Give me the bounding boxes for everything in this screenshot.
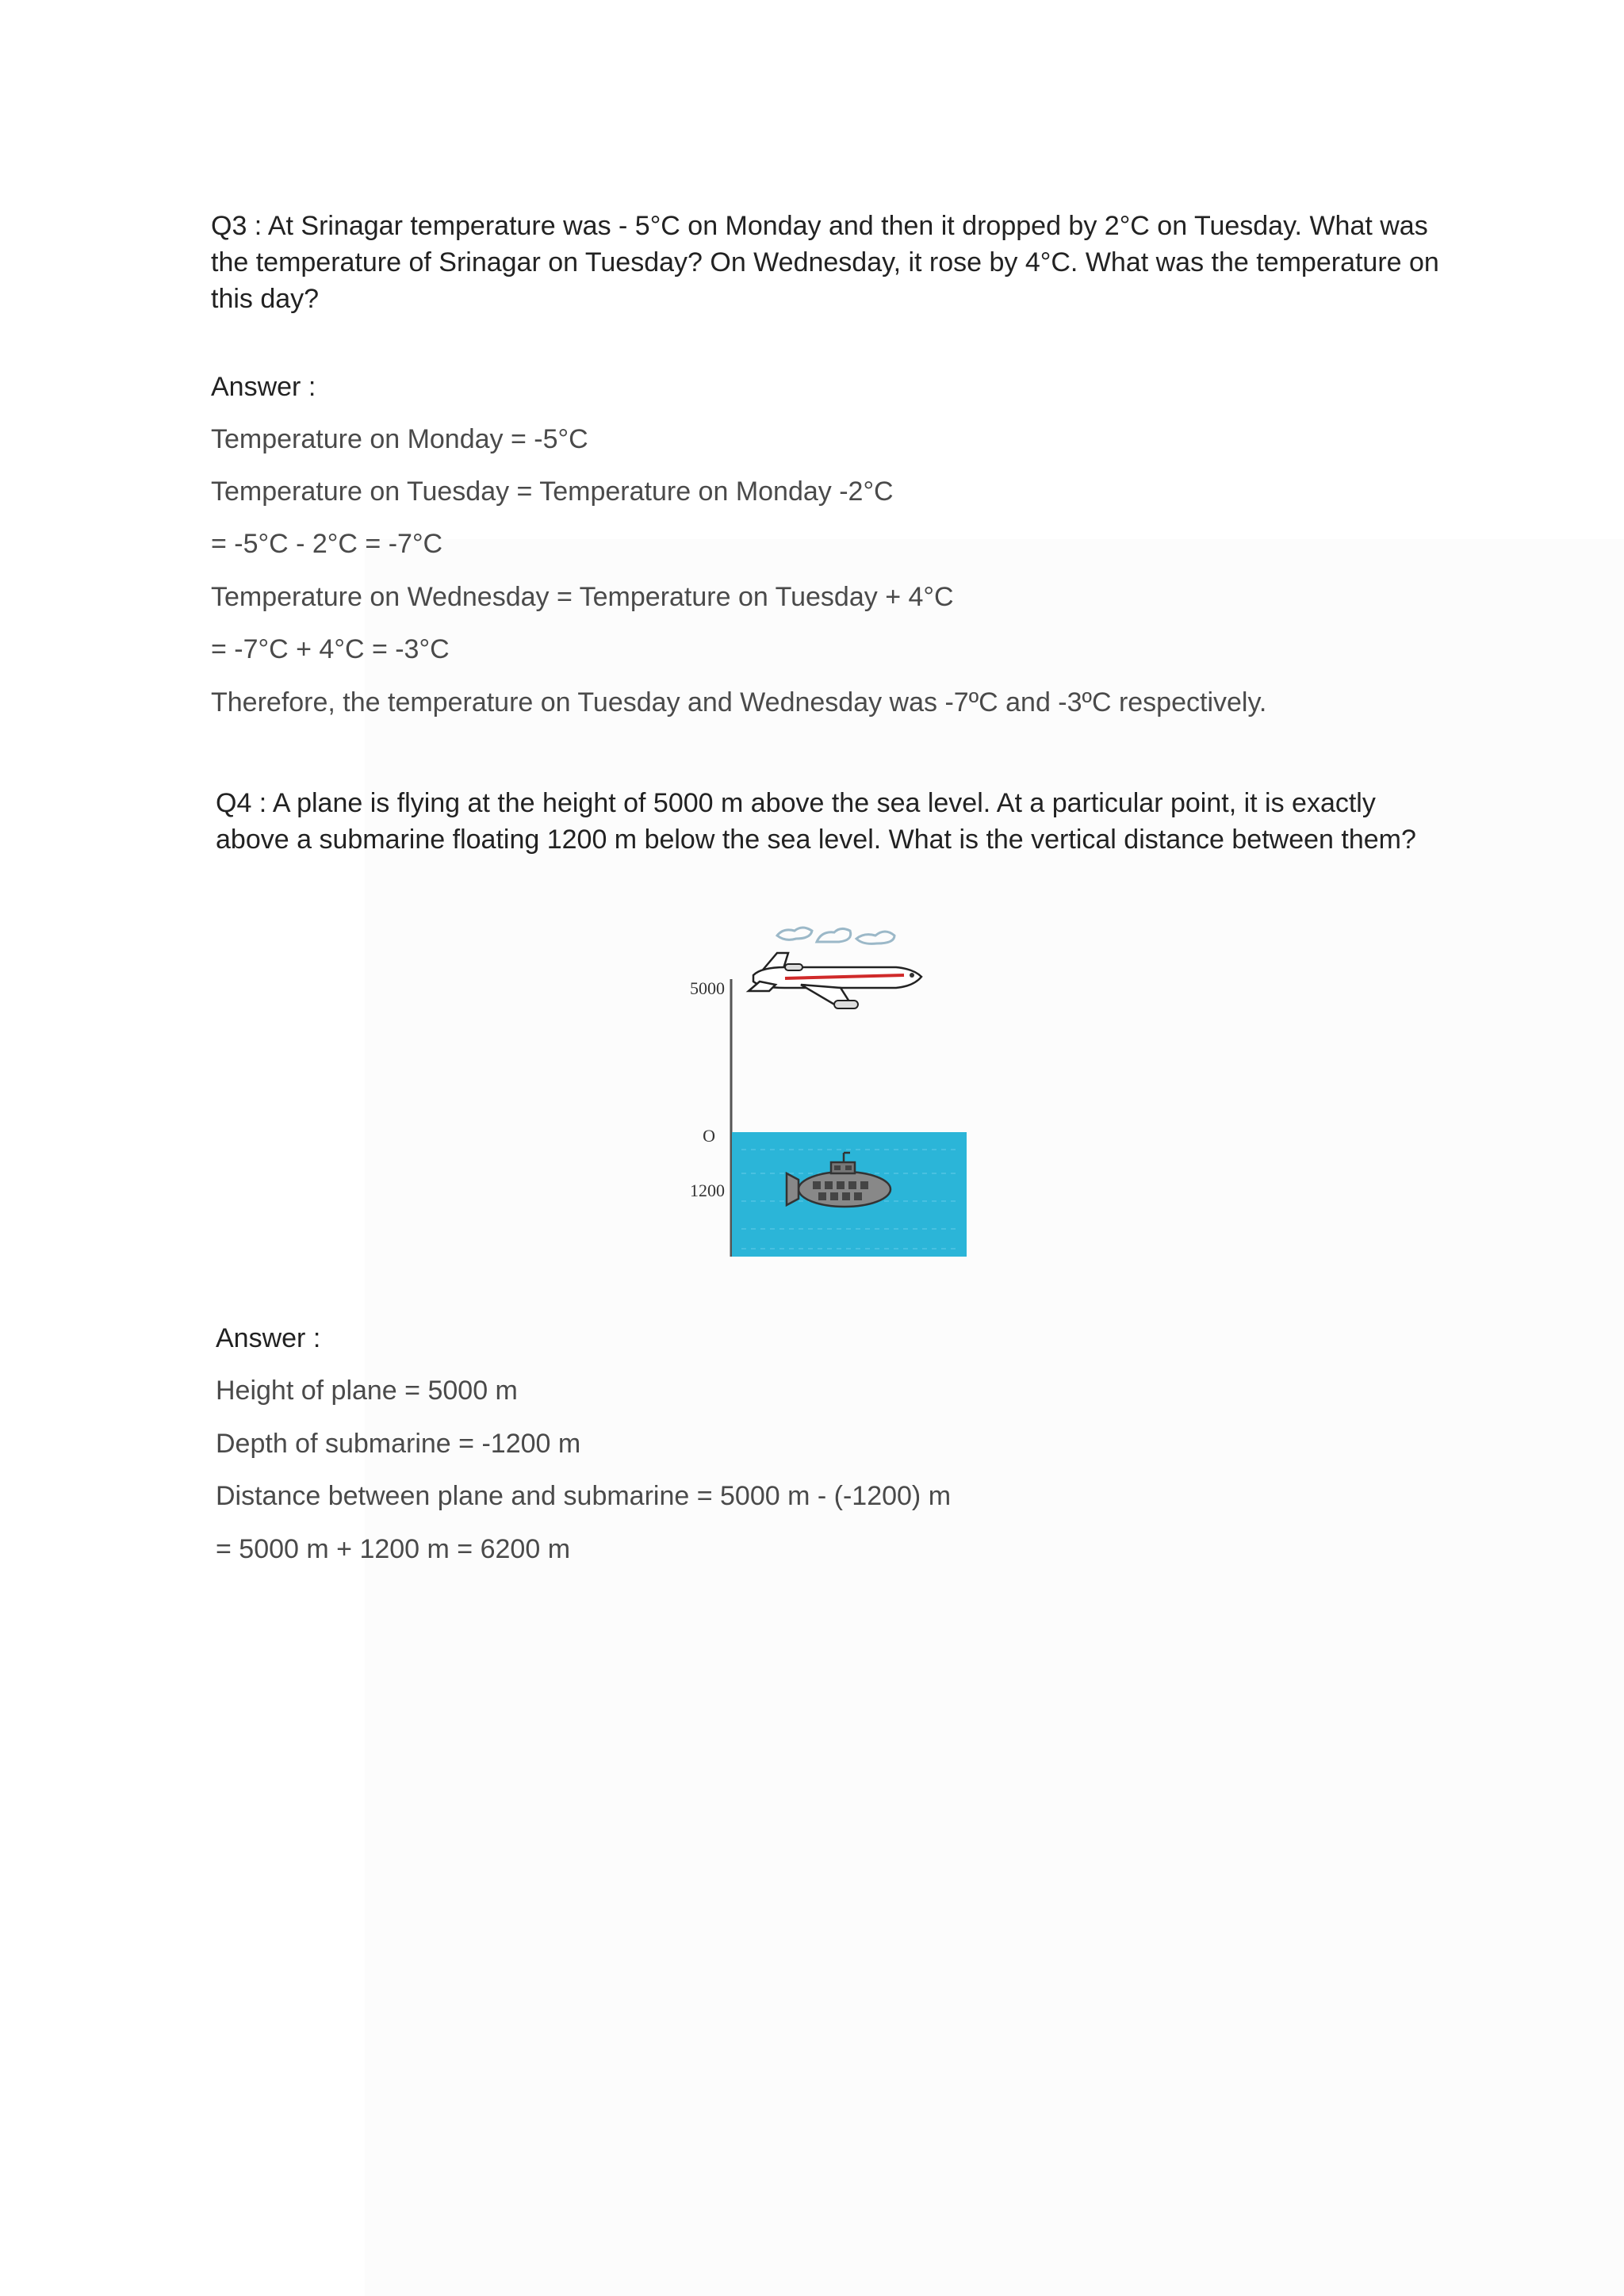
q3-answer-line: Temperature on Tuesday = Temperature on Monday -2°C — [211, 476, 894, 507]
label-5000: 5000 — [690, 978, 725, 998]
q3-answer-line: = -7°C + 4°C = -3°C — [211, 634, 450, 664]
q4-answer-line: Distance between plane and submarine = 5000 m - (-1200) m — [216, 1481, 952, 1511]
q3-question: Q3 : At Srinagar temperature was - 5°C on Monday and then it dropped by 2°C on Tuesday. What was the temperature of Srinagar on Tuesday? On Wednesday, it rose by 4°C. What was the temperature on this day? — [211, 211, 1439, 314]
q4-question: Q4 : A plane is flying at the height of 5000 m above the sea level. At a particular point, it is exactly above a submarine floating 1200 m below the sea level. What is the vertical distance between them? — [216, 788, 1416, 855]
clouds-icon — [777, 928, 894, 943]
plane-submarine-figure — [666, 912, 999, 1261]
figure-svg — [666, 912, 999, 1261]
q4-answer-line: Depth of submarine = -1200 m — [216, 1429, 581, 1459]
q4-answer-line: Height of plane = 5000 m — [216, 1376, 518, 1406]
q3-answer-line: Temperature on Wednesday = Temperature on Tuesday + 4°C — [211, 582, 954, 612]
q4-answer-line: = 5000 m + 1200 m = 6200 m — [216, 1534, 571, 1564]
q3-answer-line: Temperature on Monday = -5°C — [211, 424, 588, 454]
q3-answer-label: Answer : — [211, 372, 316, 402]
q4-answer-label: Answer : — [216, 1323, 321, 1353]
q3-conclusion: Therefore, the temperature on Tuesday and Wednesday was -7ºC and -3ºC respectively. — [211, 687, 1267, 718]
label-1200: 1200 — [690, 1181, 725, 1200]
label-zero: O — [703, 1126, 715, 1146]
q3-answer-line: = -5°C - 2°C = -7°C — [211, 529, 443, 559]
airplane-icon — [749, 953, 921, 1008]
